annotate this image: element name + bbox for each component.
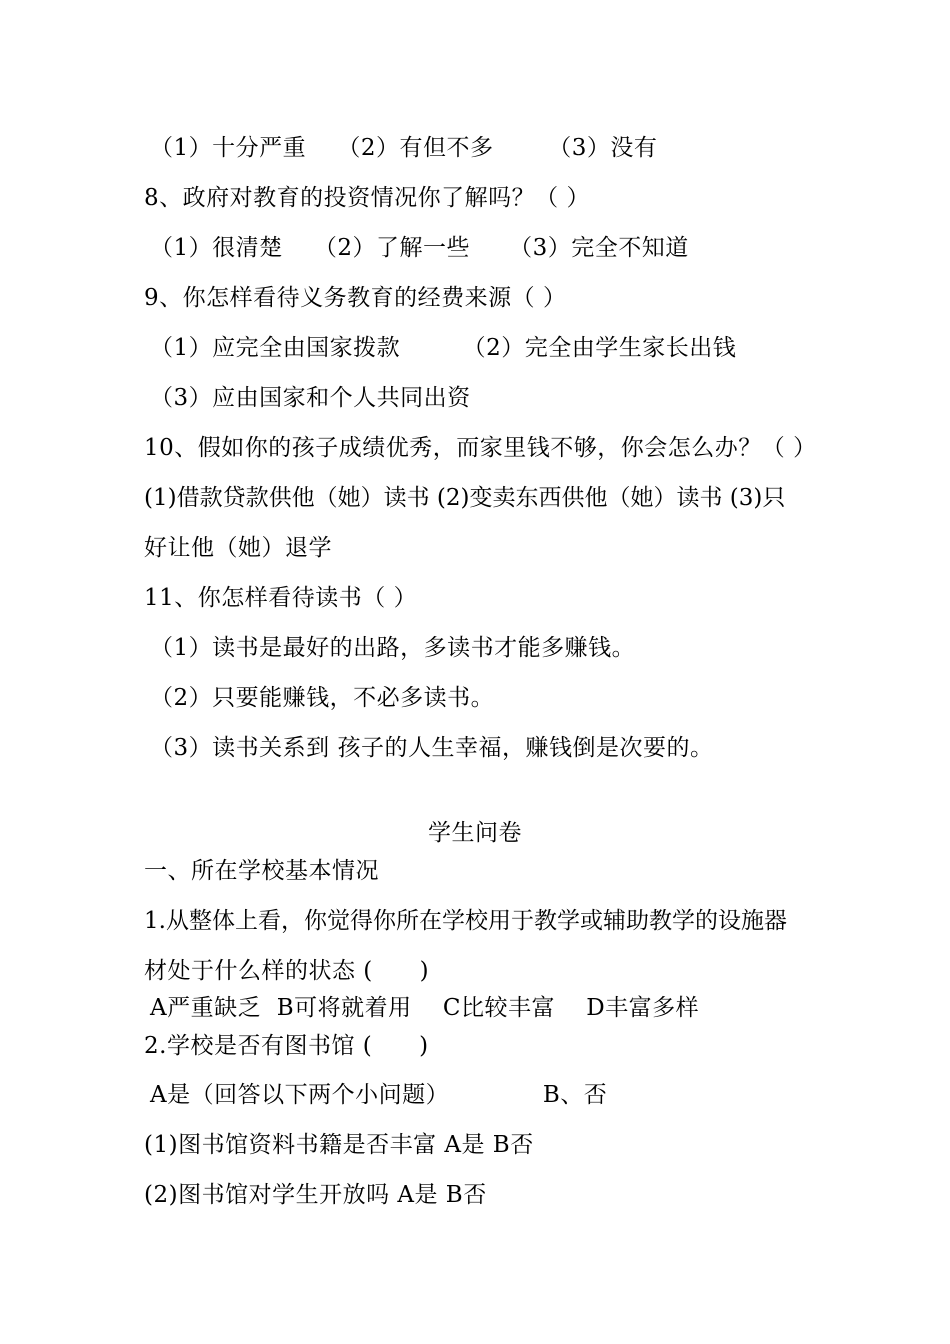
s1-question-cont: 材处于什么样的状态 ( ) [144, 958, 430, 984]
s1-options: A严重缺乏 B可将就着用 C比较丰富 D丰富多样 [150, 995, 700, 1021]
q10-question: 10、假如你的孩子成绩优秀，而家里钱不够，你会怎么办？（ ） [144, 435, 817, 461]
s1-question: 1.从整体上看，你觉得你所在学校用于教学或辅助教学的设施器 [144, 908, 787, 934]
q9-options-1-2: （1）应完全由国家拨款 （2）完全由学生家长出钱 [150, 335, 737, 361]
s2-sub-1: (1)图书馆资料书籍是否丰富 A是 B否 [144, 1132, 534, 1158]
q8-question: 8、政府对教育的投资情况你了解吗？（ ） [144, 185, 590, 211]
s2-sub-2: (2)图书馆对学生开放吗 A是 B否 [144, 1182, 487, 1208]
section-heading: 一、所在学校基本情况 [144, 858, 379, 884]
q7-options: （1）十分严重 （2）有但不多 （3）没有 [150, 135, 658, 161]
q11-option-3: （3）读书关系到 孩子的人生幸福，赚钱倒是次要的。 [150, 735, 714, 761]
q8-options: （1）很清楚 （2）了解一些 （3）完全不知道 [150, 235, 689, 261]
s2-options: A是（回答以下两个小问题） B、否 [150, 1082, 608, 1108]
q9-question: 9、你怎样看待义务教育的经费来源（ ） [144, 285, 567, 311]
q11-option-2: （2）只要能赚钱，不必多读书。 [150, 685, 495, 711]
section-title: 学生问卷 [428, 820, 522, 846]
q9-option-3: （3）应由国家和个人共同出资 [150, 385, 471, 411]
q10-options-cont: 好让他（她）退学 [144, 535, 332, 561]
q11-question: 11、你怎样看待读书（ ） [144, 585, 418, 611]
q10-options: (1)借款贷款供他（她）读书 (2)变卖东西供他（她）读书 (3)只 [144, 485, 786, 511]
q11-option-1: （1）读书是最好的出路，多读书才能多赚钱。 [150, 635, 636, 661]
s2-question: 2.学校是否有图书馆 ( ) [144, 1033, 429, 1059]
